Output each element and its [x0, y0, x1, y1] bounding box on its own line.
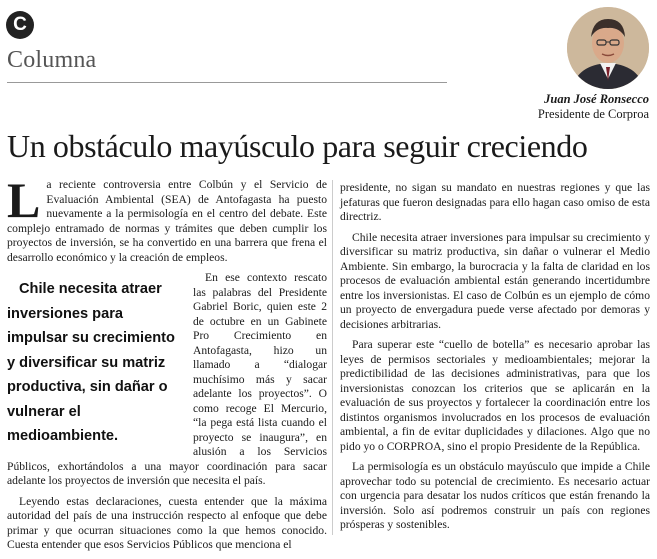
paragraph-4: presidente, no sigan su mandato en nuestras regiones y que las jefaturas que fueron designadas para ello hagan caso omiso de esta directriz. [340, 181, 650, 223]
section-divider [7, 82, 447, 83]
paragraph-2-text: En ese contexto rescato las palabras del Presidente Gabriel Boric, quien este 2 de octubre en un Gabinete Pro Crecimiento en Antofagasta, hizo un llamado a “dialogar muchísimo más y sacar adelante los proyectos”. O como recoge El Mercurio, “la pega está lista cuando el proyecto se inaugura”, en alusión a los Servicios Públicos, exhortándolos a una mayor coordinación para sacar adelante los proyectos de inversión que necesita el país. [7, 271, 327, 487]
paragraph-7: La permisología es un obstáculo mayúsculo que impide a Chile aprovechar todo su potencial de crecimiento. Es necesario actuar con urgencia para desatar los nudos críticos que están frenando la inversión. Solo así podremos construir un país con regiones prósperas y sostenibles. [340, 460, 650, 531]
article-headline: Un obstáculo mayúsculo para seguir creciendo [7, 128, 588, 164]
paragraph-5: Chile necesita atraer inversiones para impulsar su crecimiento y diversificar su matriz productiva, sin dañar o vulnerar el Medio Ambiente. Sin embargo, la burocracia y la falta de claridad en los procesos de evaluación ambiental están generando incertidumbre entre los inversionistas. El caso de Colbún es un ejemplo de cómo un proyecto de envergadura puede verse afectado por demoras y decisiones arbitrarias. [340, 230, 650, 331]
paragraph-1-text: a reciente controversia entre Colbún y el Servicio de Evaluación Ambiental (SEA) de Antofagasta ha puesto nuevamente a la permisología en el centro del debate. Este complejo entramado de normas y trámites que deben cumplir los proyectos de inversión, se ha convertido en una barrera que frena el desarrollo económico y la creación de empleos. [7, 178, 327, 264]
author-portrait-icon [567, 7, 649, 89]
article-column-1 [7, 172, 327, 559]
section-badge: C [6, 11, 34, 39]
drop-cap: L [7, 172, 41, 228]
author-name: Juan José Ronsecco [544, 92, 649, 106]
paragraph-1 [7, 172, 327, 265]
article-column-2 [340, 181, 650, 539]
paragraph-6: Para superar este “cuello de botella” es necesario aprobar las leyes de permisos sectoriales y medioambientales; mejorar la predictibilidad de las decisiones administrativas, para que los inversionistas conozcan los criterios que se aplicarán en la evaluación de sus proyectos y fortalecer la coordinación entre los distintos organismos involucrados en los procesos de evaluación ambiental, a fin de evitar duplicidades y dilaciones. Algo que no pido yo o CORPROA, sino el propio Presidente de la República. [340, 338, 650, 453]
author-byline [538, 92, 649, 122]
author-title: Presidente de Corproa [537, 107, 649, 121]
column-divider [332, 180, 333, 535]
pull-quote: Chile necesita atraer inversiones para impulsar su crecimiento y diversificar su matriz productiva, sin dañar o vulnerar el medioambiente. [7, 281, 175, 444]
paragraph-2 [7, 271, 327, 489]
paragraph-3: Leyendo estas declaraciones, cuesta entender que la máxima autoridad del país de una instrucción respecto al enfoque que debe primar y que ocurran situaciones como la que hemos conocido. Cuesta entender que esos Servicios Públicos que menciona el [7, 494, 327, 551]
section-label: Columna [7, 47, 97, 73]
author-photo [567, 7, 649, 89]
